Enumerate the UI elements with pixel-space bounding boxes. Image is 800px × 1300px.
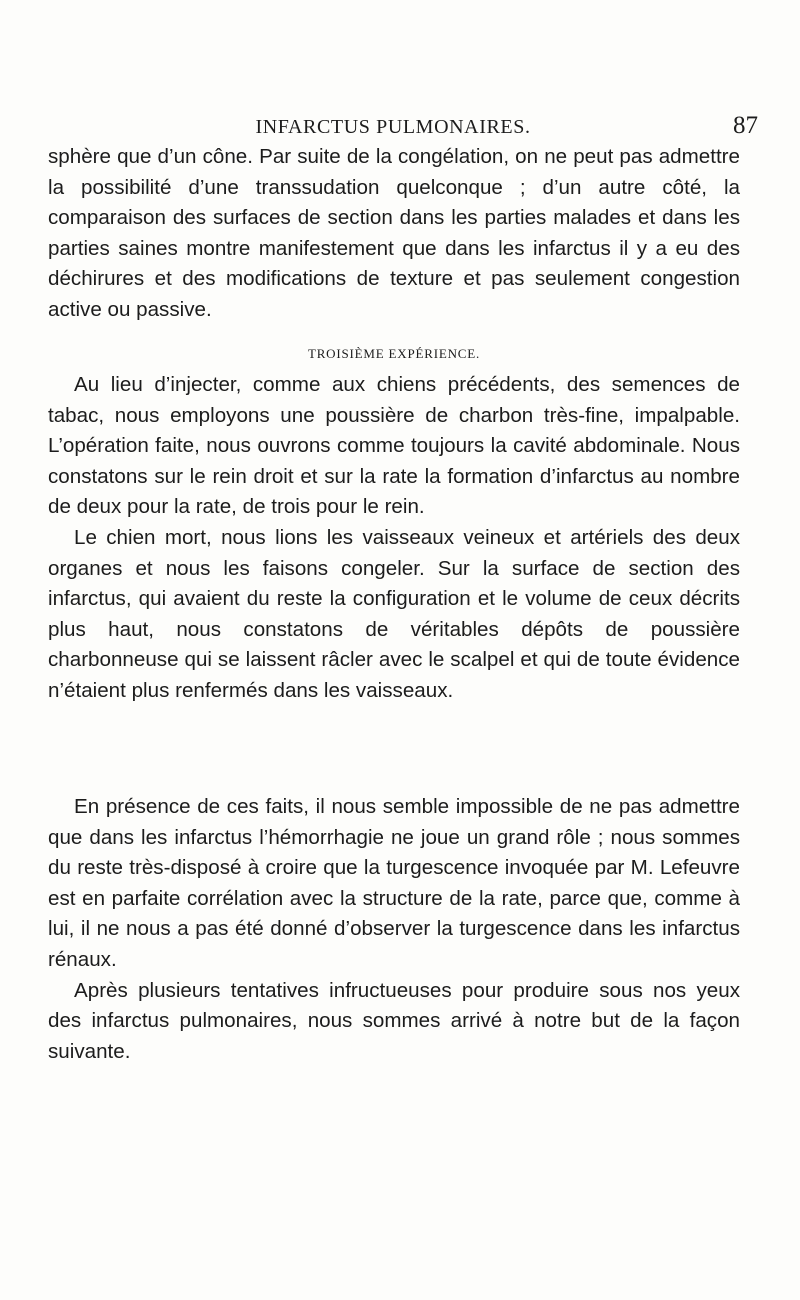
conclusion-paragraph-block (48, 792, 740, 1067)
experiment-paragraph-block (48, 370, 740, 707)
section-heading: TROISIÈME EXPÉRIENCE. (307, 346, 481, 361)
page-number: 87 (733, 112, 758, 139)
paragraph: En présence de ces faits, il nous semble impossible de ne pas admettre que dans les infarctus l’hémorrhagie ne joue un grand rôle ; nous sommes du reste très-disposé à croire que la turgescence invoquée par M. Lefeuvre est en parfaite corrélation avec la structure de la rate, parce que, comme à lui, il ne nous a pas été donné d’observer la turgescence dans les infarctus rénaux. (48, 795, 740, 971)
paragraph: Le chien mort, nous lions les vaisseaux veineux et artériels des deux organes et nous les faisons congeler. Sur la surface de section des infarctus, qui avaient du reste la configuration et le volume de ceux décrits plus haut, nous constatons de véritables dépôts de poussière charbonneuse qui se laissent râcler avec le scalpel et qui de toute évidence n’étaient plus renfermés dans les vaisseaux. (48, 525, 740, 702)
paragraph: Au lieu d’injecter, comme aux chiens précédents, des semences de tabac, nous employons une poussière de charbon très-fine, impalpable. L’opération faite, nous ouvrons comme toujours la cavité abdominale. Nous constatons sur le rein droit et sur la rate la formation d’infarctus au nombre de deux pour la rate, de trois pour le rein. (48, 373, 740, 519)
running-head-title: INFARCTUS PULMONAIRES. (255, 116, 531, 138)
opening-paragraph-block (48, 142, 740, 326)
paragraph: Après plusieurs tentatives infructueuses pour produire sous nos yeux des infarctus pulmonaires, nous sommes arrivé à notre but de la façon suivante. (48, 978, 740, 1063)
running-head (48, 112, 758, 142)
paragraph: sphère que d’un cône. Par suite de la congélation, on ne peut pas admettre la possibilité d’une transsudation quelconque ; d’un autre côté, la comparaison des surfaces de section dans les parties malades et dans les parties saines montre manifestement que dans les infarctus il y a eu des déchirures et des modifications de texture et pas seulement congestion active ou passive. (48, 145, 740, 321)
